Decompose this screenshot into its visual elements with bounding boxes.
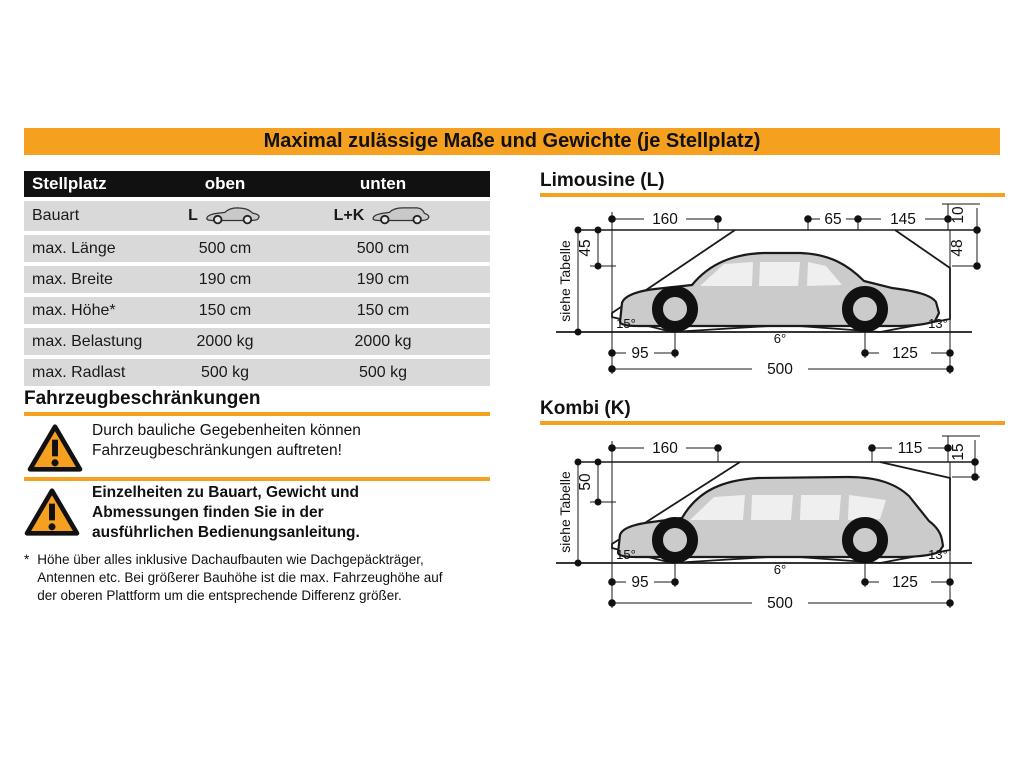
row-value-unten: 500 cm [356, 239, 410, 257]
row-label: max. Breite [32, 270, 113, 288]
kombi-diagram [540, 428, 1010, 616]
row-value-oben: 500 cm [198, 239, 252, 257]
warning-triangle-icon [27, 423, 83, 473]
car-wheel [848, 523, 883, 558]
angle-label-rear: 13° [928, 316, 948, 331]
orange-divider [24, 477, 490, 481]
dim-label-145: 145 [890, 211, 916, 228]
angle-label-front: 15° [616, 547, 636, 562]
warning-text-1: Durch bauliche Gegebenheiten können Fahrzeugbeschränkungen auftreten! [92, 422, 361, 459]
col-header-stellplatz: Stellplatz [32, 174, 107, 193]
angle-label-center: 6° [773, 331, 787, 346]
table-row [24, 359, 490, 386]
wagon-car-icon [370, 207, 432, 225]
footnote [24, 551, 454, 605]
row-value-unten: 500 kg [358, 363, 408, 381]
dim-label-160: 160 [652, 211, 678, 228]
orange-divider [24, 412, 490, 416]
row-value-oben: 500 kg [200, 363, 250, 381]
car-wheel [658, 292, 693, 327]
dim-label-95: 95 [631, 345, 649, 362]
row-value-oben: 190 cm [198, 270, 252, 288]
dim-label-125: 125 [892, 345, 918, 362]
row-value-unten: 150 cm [356, 301, 410, 319]
col-header-unten: unten [359, 174, 407, 193]
dim-label-10: 10 [950, 206, 967, 224]
car-window [759, 262, 800, 286]
car-window [800, 495, 841, 520]
table-row [24, 297, 490, 324]
dimensions-table [24, 171, 490, 390]
dim-label-45: 45 [577, 239, 594, 257]
dim-label-50: 50 [577, 473, 594, 491]
dim-label-48: 48 [949, 239, 966, 257]
row-label: Bauart [32, 207, 80, 224]
car-window [751, 495, 793, 520]
warning-text-2: Einzelheiten zu Bauart, Gewicht und Abmessungen finden Sie in der ausführlichen Bedienungsanleitung. [92, 484, 360, 541]
row-label: max. Radlast [32, 363, 126, 381]
dim-label-65: 65 [824, 211, 842, 228]
table-row-bauart [24, 201, 490, 231]
angle-label-center: 6° [773, 562, 787, 577]
kombi-car-silhouette [618, 477, 943, 558]
row-label: max. Belastung [32, 332, 143, 350]
warning-triangle-icon [24, 487, 80, 537]
dim-label-500: 500 [767, 361, 793, 378]
dim-label-160: 160 [652, 440, 678, 457]
bauart-unten-value: L+K [333, 207, 365, 224]
see-table-label: siehe Tabelle [557, 240, 573, 322]
row-value-oben: 150 cm [198, 301, 252, 319]
limousine-diagram [540, 196, 1010, 388]
bauart-oben-value: L [188, 207, 198, 224]
dim-label-95: 95 [631, 574, 649, 591]
row-label: max. Höhe* [32, 301, 116, 319]
bauart-unten-cell [304, 207, 462, 225]
bauart-oben-cell [146, 207, 304, 225]
table-row [24, 235, 490, 262]
row-value-oben: 2000 kg [196, 332, 254, 350]
sedan-car-icon [204, 207, 262, 225]
table-row [24, 328, 490, 355]
footnote-marker: * [24, 552, 30, 567]
page-title: Maximal zulässige Maße und Gewichte (je Stellplatz) [24, 128, 1000, 155]
limousine-heading: Limousine (L) [540, 170, 665, 191]
car-wheel [848, 292, 883, 327]
restrictions-heading: Fahrzeugbeschränkungen [24, 388, 261, 409]
orange-divider [540, 421, 1005, 425]
dim-label-15: 15 [950, 443, 967, 461]
dim-label-500: 500 [767, 595, 793, 612]
row-value-unten: 190 cm [356, 270, 410, 288]
table-header-row [24, 171, 490, 197]
angle-label-rear: 13° [928, 547, 948, 562]
see-table-label: siehe Tabelle [557, 471, 573, 553]
dim-label-125: 125 [892, 574, 918, 591]
dim-label-115: 115 [897, 440, 923, 457]
table-row [24, 266, 490, 293]
car-wheel [658, 523, 693, 558]
angle-label-front: 15° [616, 316, 636, 331]
row-value-unten: 2000 kg [354, 332, 412, 350]
kombi-heading: Kombi (K) [540, 398, 631, 419]
row-label: max. Länge [32, 239, 116, 257]
limousine-car-silhouette [620, 253, 939, 327]
footnote-text: Höhe über alles inklusive Dachaufbauten wie Dachgepäckträger, Antennen etc. Bei größerer Bauhöhe ist die max. Fahrzeughöhe auf der oberen Plattform um die entsprechende Differenz größer. [37, 552, 443, 603]
col-header-oben: oben [204, 174, 246, 193]
